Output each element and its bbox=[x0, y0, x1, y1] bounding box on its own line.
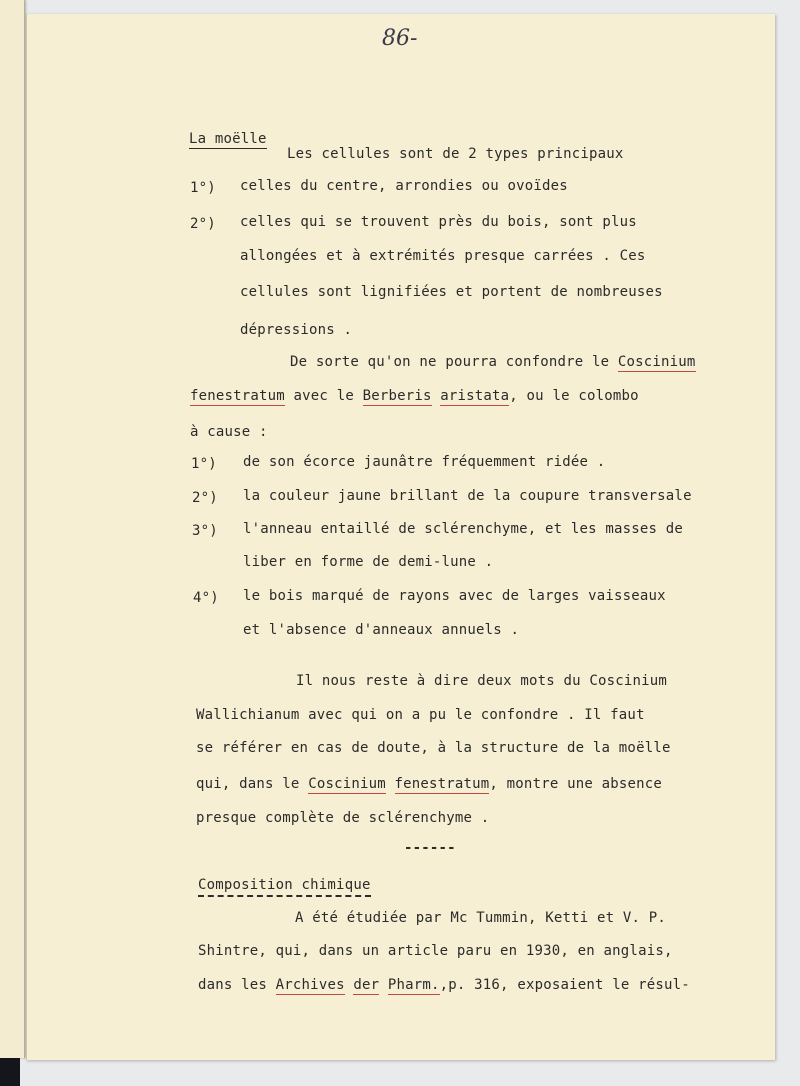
heading-composition: Composition chimique bbox=[198, 877, 371, 897]
section-divider: ------ bbox=[404, 840, 456, 856]
text-line: celles qui se trouvent près du bois, sont plus bbox=[240, 214, 637, 230]
text-line bbox=[290, 354, 696, 370]
list-number: 1°) bbox=[191, 456, 217, 472]
text-span: De sorte qu'on ne pourra confondre le bbox=[290, 354, 618, 370]
text-line bbox=[198, 977, 690, 993]
text-line: Wallichianum avec qui on a pu le confondre . Il faut bbox=[196, 707, 645, 723]
text-line: A été étudiée par Mc Tummin, Ketti et V. P. bbox=[295, 910, 667, 926]
document-page bbox=[26, 14, 775, 1060]
text-span bbox=[432, 388, 441, 404]
journal-name: Pharm. bbox=[387, 977, 440, 993]
text-line: à cause : bbox=[190, 424, 268, 440]
text-span: , montre une absence bbox=[489, 776, 662, 792]
text-line: liber en forme de demi-lune . bbox=[243, 554, 494, 570]
text-line: presque complète de sclérenchyme . bbox=[196, 810, 490, 826]
text-span: avec le bbox=[284, 388, 363, 404]
text-span: dans les bbox=[198, 977, 276, 993]
text-line: le bois marqué de rayons avec de larges vaisseaux bbox=[243, 588, 666, 604]
species-name: Coscinium bbox=[308, 776, 386, 792]
text-span bbox=[379, 977, 388, 993]
text-line bbox=[190, 388, 639, 404]
text-span bbox=[386, 776, 395, 792]
page-number: 86- bbox=[382, 26, 418, 51]
text-line: allongées et à extrémités presque carrées . Ces bbox=[240, 248, 646, 264]
species-name: fenestratum bbox=[190, 388, 285, 404]
text-line: cellules sont lignifiées et portent de nombreuses bbox=[240, 284, 663, 300]
text-line: Shintre, qui, dans un article paru en 1930, en anglais, bbox=[198, 943, 673, 959]
list-number: 1°) bbox=[190, 180, 216, 196]
text-line bbox=[196, 776, 662, 792]
text-line: l'anneau entaillé de sclérenchyme, et les masses de bbox=[243, 521, 684, 537]
text-line: de son écorce jaunâtre fréquemment ridée . bbox=[243, 454, 606, 470]
left-page-edge bbox=[0, 0, 25, 1058]
species-name: Coscinium bbox=[617, 354, 696, 370]
list-number: 2°) bbox=[190, 216, 216, 232]
species-name: aristata bbox=[440, 388, 510, 404]
text-line: celles du centre, arrondies ou ovoïdes bbox=[240, 178, 568, 194]
text-line: Les cellules sont de 2 types principaux bbox=[287, 146, 624, 162]
text-line: dépressions . bbox=[240, 322, 353, 338]
text-line: la couleur jaune brillant de la coupure transversale bbox=[243, 488, 692, 504]
heading-moelle: La moëlle bbox=[189, 131, 267, 147]
journal-name: der bbox=[353, 977, 380, 993]
text-line: et l'absence d'anneaux annuels . bbox=[243, 622, 520, 638]
text-span: ,p. 316, exposaient le résul- bbox=[439, 977, 690, 993]
species-name: fenestratum bbox=[394, 776, 490, 792]
text-line: se référer en cas de doute, à la structure de la moëlle bbox=[196, 740, 671, 756]
text-line: Il nous reste à dire deux mots du Coscinium bbox=[296, 673, 668, 689]
text-span: qui, dans le bbox=[196, 776, 309, 792]
list-number: 2°) bbox=[192, 490, 218, 506]
list-number: 3°) bbox=[192, 523, 218, 539]
text-span: , ou le colombo bbox=[509, 388, 639, 404]
journal-name: Archives bbox=[275, 977, 345, 993]
list-number: 4°) bbox=[193, 590, 219, 606]
species-name: Berberis bbox=[362, 388, 432, 404]
